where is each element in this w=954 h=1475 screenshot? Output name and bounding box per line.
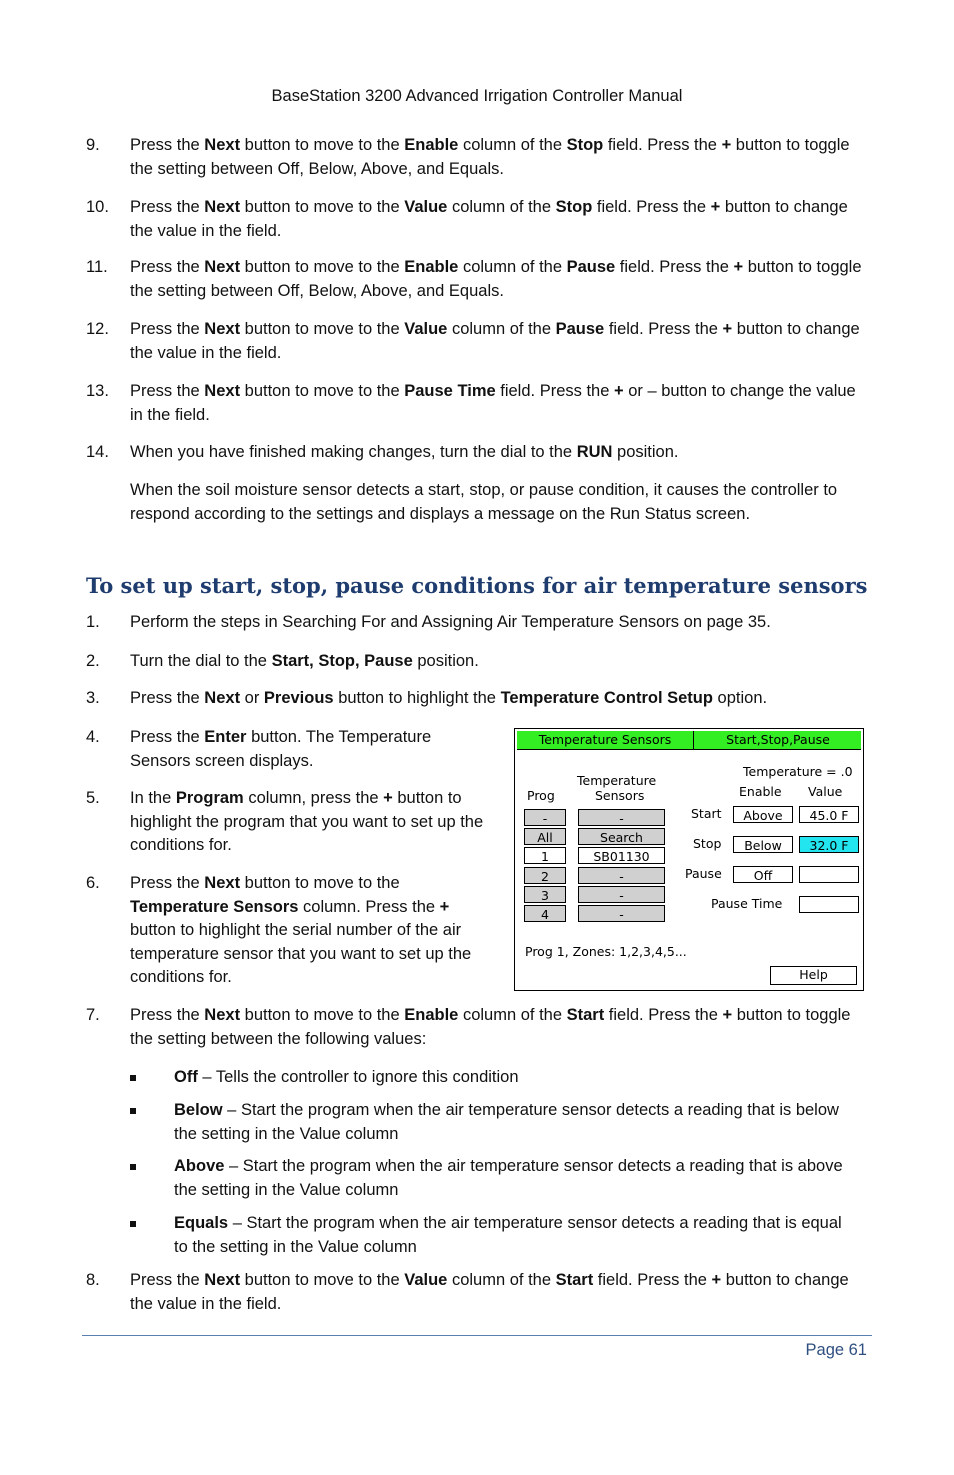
step-number: 6. — [86, 874, 100, 892]
step-text: Press the Next button to move to the Enable column of the Stop field. Press the + button to toggle the setting between Off, Below, Above, and Equals. — [130, 136, 850, 178]
note-paragraph: When the soil moisture sensor detects a start, stop, or pause condition, it causes the controller to respond according to the settings and displays a message on the Run Status screen. — [130, 481, 838, 523]
pause-label: Pause — [685, 866, 722, 881]
step-text: Turn the dial to the Start, Stop, Pause position. — [130, 652, 479, 670]
screen-tab-bar — [517, 731, 861, 750]
value-header: Value — [808, 784, 843, 799]
page-number: Page 61 — [805, 1341, 867, 1359]
tab-start-stop-pause: Start,Stop,Pause — [726, 732, 830, 747]
step-number: 12. — [86, 320, 109, 338]
bullet-text: Off – Tells the controller to ignore this condition — [174, 1068, 519, 1086]
step-number: 9. — [86, 136, 100, 154]
pause-time-field[interactable] — [799, 896, 859, 913]
sensor-cell[interactable]: - — [578, 905, 665, 922]
pause-time-label: Pause Time — [711, 896, 783, 911]
step-text: Press the Next button to move to the Value column of the Start field. Press the + button to change the value in the field. — [130, 1271, 849, 1313]
step-number: 13. — [86, 382, 109, 400]
help-button[interactable]: Help — [770, 966, 857, 985]
step-number: 2. — [86, 652, 100, 670]
step-text: In the Program column, press the + button to highlight the program that you want to set up the conditions for. — [130, 789, 484, 854]
bullet-square-icon — [130, 1108, 136, 1114]
stop-enable-field[interactable]: Below — [733, 836, 793, 853]
pause-value-field[interactable] — [799, 866, 859, 883]
step-text: Press the Next button to move to the Temperature Sensors column. Press the + button to highlight the serial number of the air temperature sensor that you want to set up the conditions for. — [130, 874, 472, 986]
sensor-cell-selected[interactable]: SB01130 — [578, 847, 665, 864]
step-number: 14. — [86, 443, 109, 461]
controller-screen — [514, 728, 864, 991]
stop-value-field[interactable]: 32.0 F — [799, 836, 859, 853]
bullet-text: Below – Start the program when the air temperature sensor detects a reading that is below the setting in the Value column — [174, 1101, 839, 1143]
sensor-cell[interactable]: - — [578, 886, 665, 903]
bullet-text: Equals – Start the program when the air temperature sensor detects a reading that is equal to the setting in the Value column — [174, 1214, 842, 1256]
step-number: 1. — [86, 613, 100, 631]
step-text: Press the Next button to move to the Value column of the Stop field. Press the + button to change the value in the field. — [130, 198, 848, 240]
sensors-header-line1: Temperature — [577, 773, 657, 788]
step-text: Press the Next button to move to the Enable column of the Start field. Press the + button to toggle the setting between the following values: — [130, 1006, 851, 1048]
bullet-text: Above – Start the program when the air temperature sensor detects a reading that is above the setting in the Value column — [174, 1157, 843, 1199]
step-text: Press the Next or Previous button to highlight the Temperature Control Setup option. — [130, 689, 768, 707]
step-text: Press the Next button to move to the Value column of the Pause field. Press the + button to change the value in the field. — [130, 320, 860, 362]
start-enable-field[interactable]: Above — [733, 806, 793, 823]
sensors-header-line2: Sensors — [595, 788, 645, 803]
sensor-search-cell[interactable]: Search — [578, 828, 665, 845]
bullet-square-icon — [130, 1075, 136, 1081]
step-text: Press the Next button to move to the Enable column of the Pause field. Press the + button to toggle the setting between Off, Below, Above, and Equals. — [130, 258, 862, 300]
footer-divider — [82, 1335, 872, 1336]
prog-cell[interactable]: 4 — [524, 905, 566, 922]
prog-cell[interactable]: 2 — [524, 867, 566, 884]
step-text: Press the Next button to move to the Pause Time field. Press the + or – button to change the value in the field. — [130, 382, 856, 424]
bullet-square-icon — [130, 1164, 136, 1170]
enable-header: Enable — [739, 784, 782, 799]
section-heading: To set up start, stop, pause conditions for air temperature sensors — [86, 573, 868, 598]
pause-enable-field[interactable]: Off — [733, 866, 793, 883]
prog-cell-selected[interactable]: 1 — [524, 847, 566, 864]
step-text: When you have finished making changes, turn the dial to the RUN position. — [130, 443, 679, 461]
sensor-cell[interactable]: - — [578, 809, 665, 826]
temperature-readout: Temperature = .0 — [743, 764, 853, 779]
step-number: 4. — [86, 728, 100, 746]
step-text: Perform the steps in Searching For and Assigning Air Temperature Sensors on page 35. — [130, 613, 771, 631]
step-number: 8. — [86, 1271, 100, 1289]
prog-cell[interactable]: 3 — [524, 886, 566, 903]
step-number: 5. — [86, 789, 100, 807]
stop-label: Stop — [693, 836, 722, 851]
step-number: 10. — [86, 198, 109, 216]
prog-cell[interactable]: All — [524, 828, 566, 845]
status-line: Prog 1, Zones: 1,2,3,4,5... — [525, 944, 687, 959]
step-number: 3. — [86, 689, 100, 707]
prog-header: Prog — [527, 788, 555, 803]
step-text: Press the Enter button. The Temperature Sensors screen displays. — [130, 728, 432, 770]
step-number: 7. — [86, 1006, 100, 1024]
sensor-cell[interactable]: - — [578, 867, 665, 884]
bullet-square-icon — [130, 1221, 136, 1227]
tab-temperature-sensors: Temperature Sensors — [517, 731, 694, 749]
step-number: 11. — [86, 258, 108, 276]
prog-cell[interactable]: - — [524, 809, 566, 826]
start-value-field[interactable]: 45.0 F — [799, 806, 859, 823]
page-header-title: BaseStation 3200 Advanced Irrigation Controller Manual — [271, 87, 683, 105]
start-label: Start — [691, 806, 722, 821]
